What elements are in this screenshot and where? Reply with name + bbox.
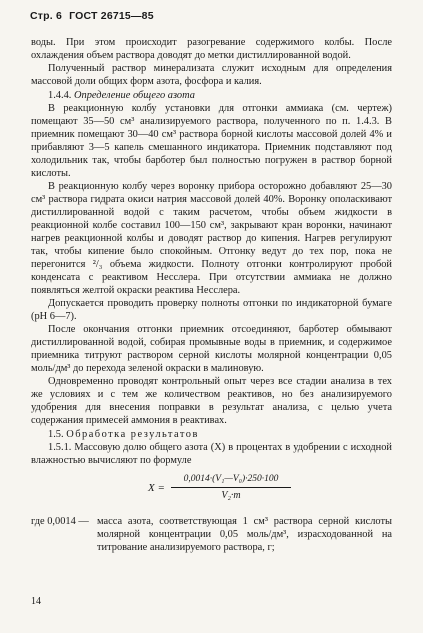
section-title: Определение общего азота [74, 90, 195, 101]
formula-numerator: 0,0014·(V₁—V₀)·250·100 [171, 473, 291, 488]
paragraph: В реакционную колбу установки для отгонки аммиака (см. чертеж) помещают 35—50 см³ анализируемого раствора, полученного по п. 1.4.3. В приемник помещают 30—40 см³ раствора борной кислоты массовой долей 4% и прибавляют 3—5 капель смешанного индикатора. Приемник подставляют под холодильник так, чтобы барботер был полностью погружен в раствор борной кислоты. [31, 103, 392, 179]
formula-denominator: V₂·m [221, 490, 241, 501]
page-label: Стр. 6 [30, 10, 63, 22]
variable-definition [31, 515, 392, 554]
formula [31, 473, 392, 507]
paragraph: воды. При этом происходит разогревание содержимого колбы. После охлаждения объем раствора доводят до метки дистиллированной водой. [31, 37, 392, 61]
paragraph: Полученный раствор минерализата служит исходным для определения массовой доли общих форм азота, фосфора и калия. [31, 63, 392, 87]
formula-lhs: X = [148, 482, 165, 494]
section-number: 1.4.4. [48, 90, 72, 101]
section-heading-1-5 [31, 428, 392, 441]
standard-number: ГОСТ 26715—85 [69, 10, 154, 22]
paragraph: 1.5.1. Массовую долю общего азота (X) в процентах в удобрении с исходной влажностью вычисляют по формуле [31, 442, 392, 466]
paragraph: После окончания отгонки приемник отсоединяют, барботер обмывают дистиллированной водой, собирая промывные воды в приемник, и содержимое приемника титруют раствором серной кислоты молярной концентрации 0,05 моль/дм³ до перехода зеленой окраски в малиновую. [31, 324, 392, 374]
section-number: 1.5. [48, 429, 64, 440]
page-number: 14 [31, 596, 41, 607]
document-body [31, 36, 392, 554]
paragraph: Одновременно проводят контрольный опыт через все стадии анализа в тех же условиях и с тем же количеством реактивов, но без анализируемого удобрения для внесения поправки в результат анализа, с целью учета содержания примесей аммония в реактивах. [31, 376, 392, 426]
section-title: Обработка результатов [66, 429, 199, 440]
variable-label: где 0,0014 — [31, 516, 89, 527]
variable-description: масса азота, соответствующая 1 см³ раствора серной кислоты молярной концентрации 0,05 моль/дм³, израсходованной на титрование анализируемого раствора, г; [97, 516, 392, 553]
paragraph: В реакционную колбу через воронку прибора осторожно добавляют 25—30 см³ раствора гидрата окиси натрия массовой долей 40%. Воронку ополаскивают дистиллированной водой с таким расчетом, чтобы объем жидкости в реакционной колбе составил 100—150 см³, закрывают кран воронки, начинают нагрев реакционной колбы и доводят раствор до кипения. Нагрев регулируют так, чтобы кипение было спокойным. Отгонку ведут до тех пор, пока не перегонится ²/₃ объема жидкости. Полноту отгонки контролируют пробой конденсата с реактивом Несслера. При отсутствии аммиака не должно появляться желтой окраски реактива Несслера. [31, 181, 392, 296]
formula-fraction [171, 473, 291, 502]
page-header [30, 10, 154, 22]
section-heading-1-4-4 [31, 89, 392, 102]
paragraph: Допускается проводить проверку полноты отгонки по индикаторной бумаге (pH 6—7). [31, 298, 392, 322]
